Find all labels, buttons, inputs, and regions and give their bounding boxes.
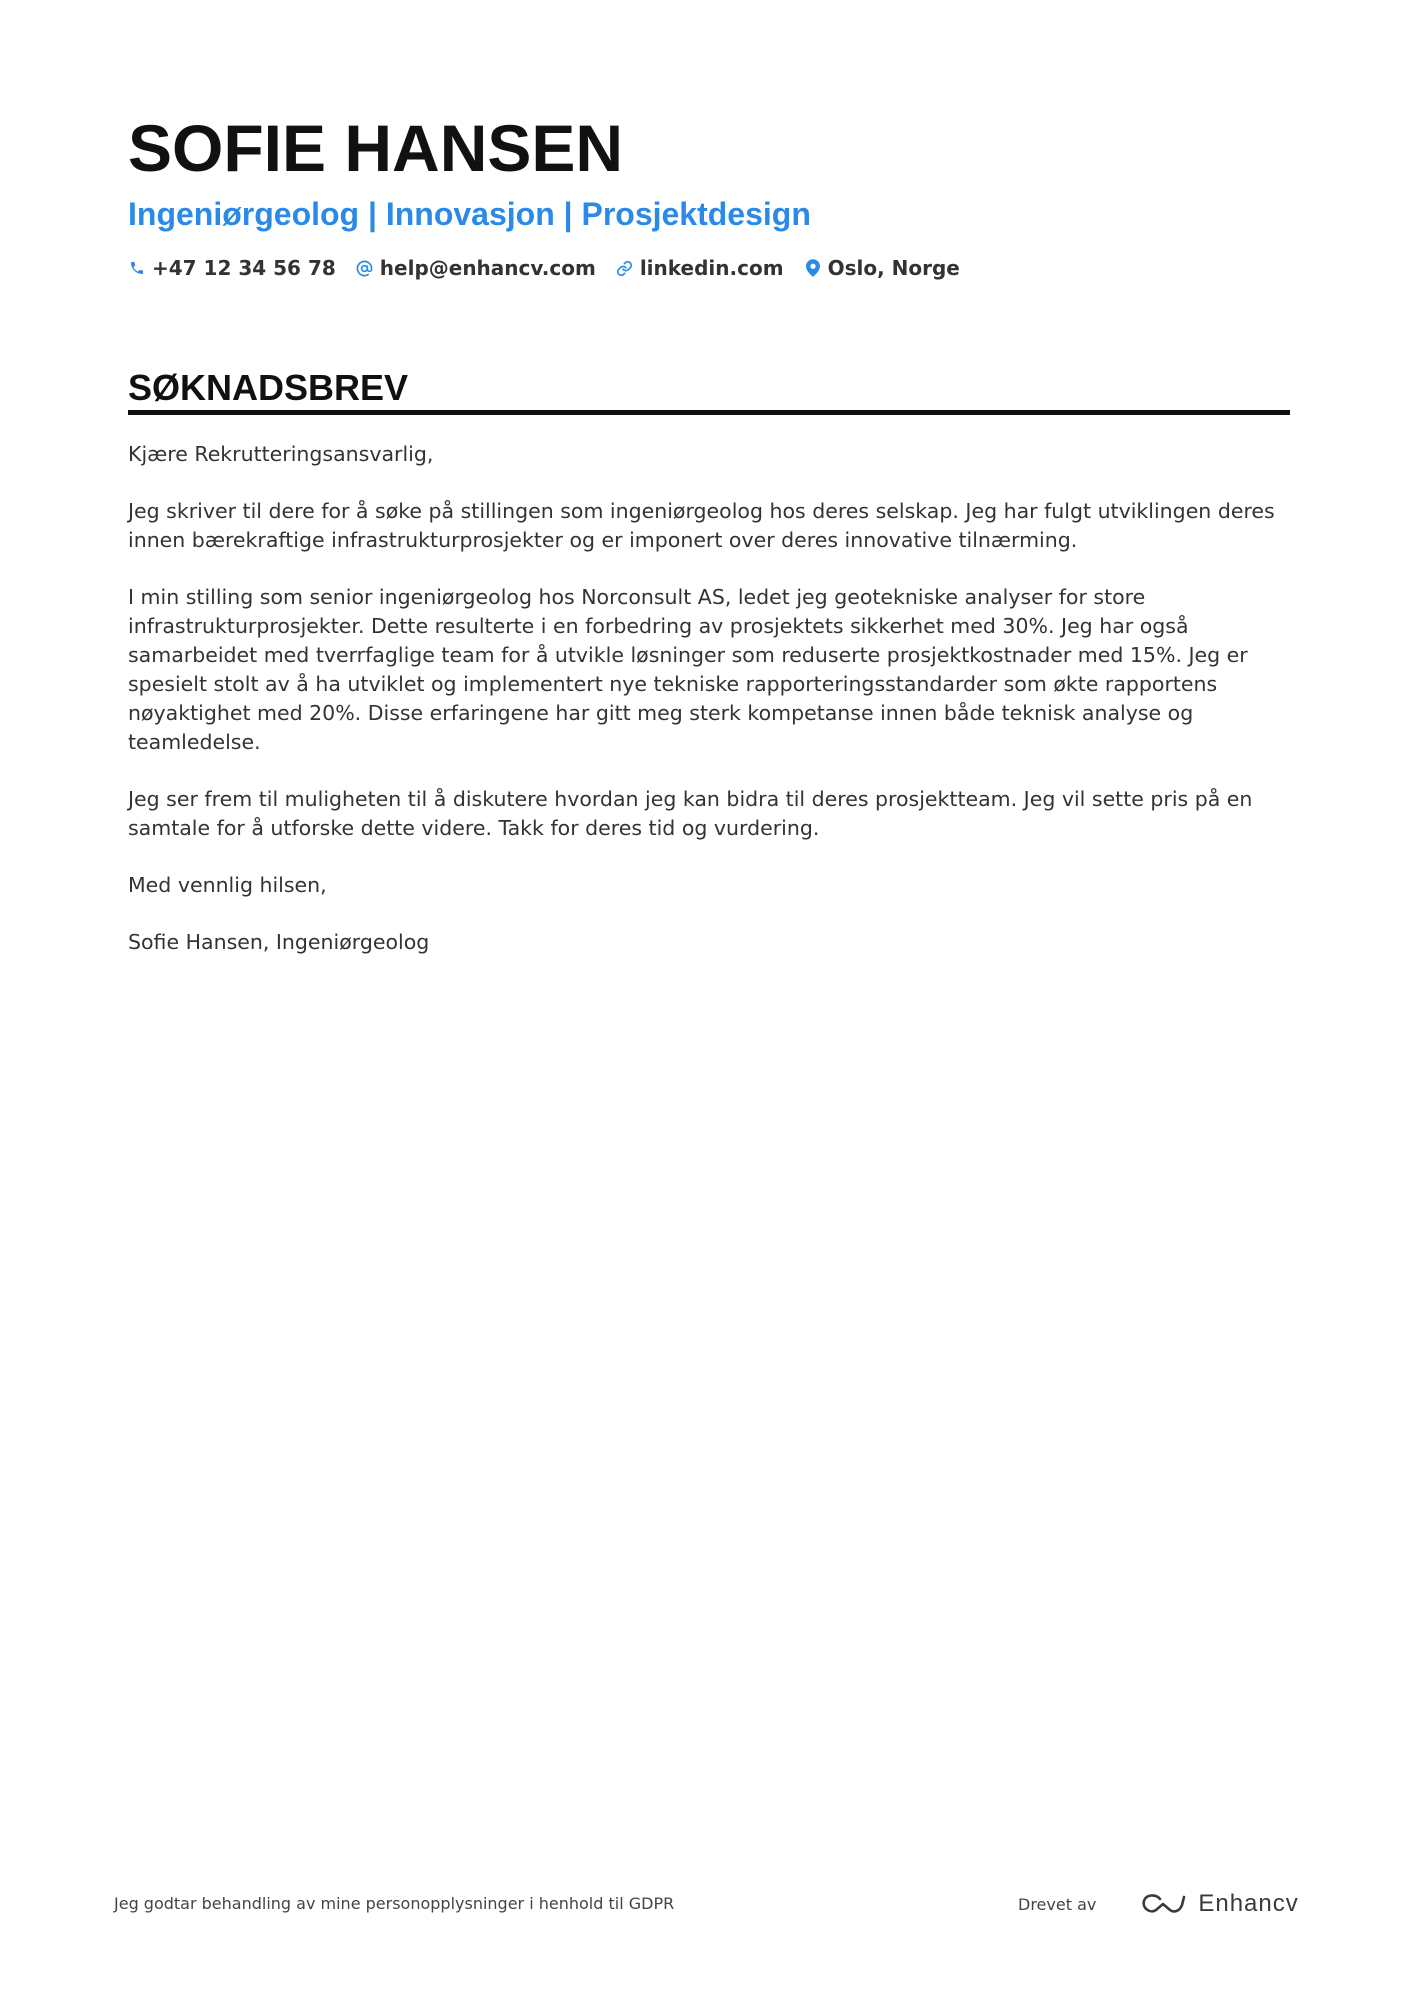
letter-body xyxy=(128,440,1293,985)
contact-linkedin[interactable] xyxy=(616,256,784,280)
at-icon xyxy=(356,257,374,279)
letter-paragraph: I min stilling som senior ingeniørgeolog hos Norconsult AS, ledet jeg geotekniske analyser for store infrastrukturprosjekter. Dette resulterte i en forbedring av prosjektets sikkerhet med 30%. Jeg har også samarbeidet med tverrfaglige team for å utvikle løsninger som reduserte prosjektkostnader med 15%. Jeg er spesielt stolt av å ha utviklet og implementert nye tekniske rapporteringsstandarder som økte rapportens nøyaktighet med 20%. Disse erfaringene har gitt meg sterk kompetanse innen både teknisk analyse og teamledelse. xyxy=(128,585,1248,754)
footer-branding xyxy=(1018,1884,1299,1924)
applicant-tagline: Ingeniørgeolog | Innovasjon | Prosjektdesign xyxy=(128,196,811,232)
section-title: SØKNADSBREV xyxy=(128,367,409,408)
phone-icon xyxy=(128,257,146,279)
contact-bar xyxy=(128,256,1288,280)
brand-name: Enhancv xyxy=(1198,1890,1299,1917)
gdpr-consent-text: Jeg godtar behandling av mine personopplysninger i henhold til GDPR xyxy=(114,1894,675,1913)
location-pin-icon xyxy=(804,257,822,279)
letter-salutation: Kjære Rekrutteringsansvarlig, xyxy=(128,442,434,466)
applicant-name: SOFIE HANSEN xyxy=(128,111,624,185)
letter-header xyxy=(128,108,1288,280)
contact-phone-text: +47 12 34 56 78 xyxy=(152,256,336,280)
powered-by-label: Drevet av xyxy=(1018,1894,1097,1914)
letter-paragraph: Jeg ser frem til muligheten til å diskutere hvordan jeg kan bidra til deres prosjektteam. Jeg vil sette pris på en samtale for å utforske dette videre. Takk for deres tid og vurdering. xyxy=(128,787,1253,840)
letter-closing: Med vennlig hilsen, xyxy=(128,873,327,897)
contact-phone xyxy=(128,256,336,280)
letter-paragraph: Jeg skriver til dere for å søke på stillingen som ingeniørgeolog hos deres selskap. Jeg har fulgt utviklingen deres innen bærekraftige infrastrukturprosjekter og er imponert over deres innovative tilnærming. xyxy=(128,499,1275,552)
letter-signature: Sofie Hansen, Ingeniørgeolog xyxy=(128,930,430,954)
brand-logo[interactable] xyxy=(1140,1890,1298,1918)
section-divider xyxy=(128,410,1290,415)
contact-email-text[interactable]: help@enhancv.com xyxy=(379,256,596,280)
contact-linkedin-text[interactable]: linkedin.com xyxy=(639,256,784,280)
enhancv-logo-icon xyxy=(1140,1891,1186,1917)
contact-location xyxy=(804,256,960,280)
link-icon xyxy=(616,257,634,279)
contact-email[interactable] xyxy=(356,256,596,280)
contact-location-text: Oslo, Norge xyxy=(827,256,960,280)
